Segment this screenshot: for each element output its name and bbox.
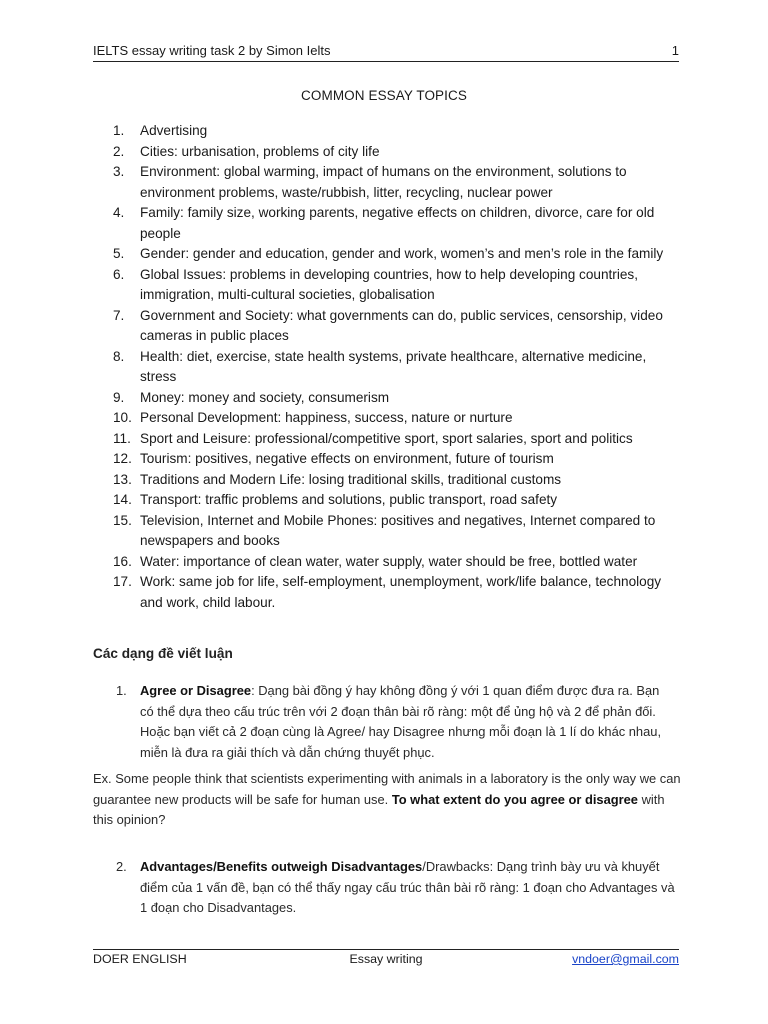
topic-number: 13. — [113, 471, 132, 487]
topic-item — [113, 121, 683, 142]
example-bold-prompt: To what extent do you agree or disagree — [391, 791, 638, 807]
topic-number: 9. — [113, 389, 125, 405]
topic-text: Traditions and Modern Life: losing traditional skills, traditional customs — [140, 471, 562, 487]
topic-number: 12. — [113, 451, 132, 466]
topic-text: Family: family size, working parents, negative effects on children, divorce, care for old people — [140, 205, 655, 241]
topic-text: Transport: traffic problems and solutions, public transport, road safety — [140, 492, 558, 507]
topic-text: Money: money and society, consumerism — [140, 389, 390, 405]
topic-item — [113, 408, 683, 429]
topic-item — [113, 511, 683, 552]
topic-number: 15. — [113, 512, 132, 528]
essay-type-text — [140, 857, 676, 919]
section-heading: Các dạng đề viết luận — [93, 646, 233, 661]
topic-item — [113, 306, 683, 347]
essay-type-description: /Drawbacks: Dạng trình bày ưu và khuyết điểm của 1 vấn đề, bạn có thể thấy ngay cấu trúc thân bài rõ ràng: 1 đoạn cho Advantages và 1 đoạn cho Disadvantages. — [140, 859, 675, 916]
essay-type-description: : Dạng bài đồng ý hay không đồng ý với 1 quan điểm được đưa ra. Bạn có thể dựa theo cấu trúc trên với 2 đoạn thân bài rõ ràng: một để ủng hộ và 2 để phản đối. Hoặc bạn viết cả 2 đoạn cùng là Agree/ hay Disagree nhưng mỗi đoạn là 1 lí do khác nhau, miễn là đưa ra giải thích và dẫn chứng thuyết phục. — [140, 683, 662, 760]
topic-text: Government and Society: what governments can do, public services, censorship, video cameras in public places — [140, 307, 663, 343]
topic-number: 14. — [113, 492, 132, 507]
topic-item — [113, 490, 683, 511]
essay-type-number: 1. — [116, 683, 127, 698]
topic-number: 8. — [113, 348, 125, 364]
topic-item — [113, 470, 683, 491]
topic-number: 1. — [113, 123, 125, 138]
topic-text: Advertising — [140, 123, 208, 138]
page-footer — [93, 949, 679, 967]
topic-number: 11. — [113, 430, 131, 446]
page-header — [93, 42, 679, 62]
topic-text: Health: diet, exercise, state health systems, private healthcare, alternative medicine, stress — [140, 348, 647, 384]
topic-item — [113, 142, 683, 163]
topic-text: Personal Development: happiness, success, nature or nurture — [140, 410, 513, 425]
topic-text: Television, Internet and Mobile Phones: positives and negatives, Internet compared to newspapers and books — [140, 512, 656, 548]
footer-brand: DOER ENGLISH — [93, 952, 187, 966]
topic-list — [113, 121, 683, 613]
topic-item — [113, 429, 683, 450]
topic-text: Work: same job for life, self-employment, unemployment, work/life balance, technology and work, child labour. — [140, 574, 662, 610]
essay-type-name: Agree or Disagree — [140, 683, 252, 698]
topic-text: Gender: gender and education, gender and work, women’s and men’s role in the family — [140, 246, 664, 261]
footer-email-link[interactable]: vndoer@gmail.com — [572, 952, 679, 966]
example-text: Ex. Some people think that scientists experimenting with animals in a laboratory is the only way we can guarantee new products will be safe for human use. — [93, 771, 681, 807]
topic-number: 2. — [113, 143, 125, 159]
topic-number: 3. — [113, 164, 125, 179]
topic-item — [113, 552, 683, 573]
topic-number: 7. — [113, 307, 125, 323]
topic-text: Sport and Leisure: professional/competitive sport, sport salaries, sport and politics — [140, 430, 633, 446]
topic-number: 4. — [113, 205, 125, 220]
example-end: with this opinion? — [93, 791, 665, 828]
topic-number: 16. — [113, 553, 132, 569]
essay-type-item — [116, 681, 676, 763]
topic-text: Water: importance of clean water, water supply, water should be free, bottled water — [140, 553, 638, 569]
page-title: COMMON ESSAY TOPICS — [301, 88, 467, 103]
topic-text: Cities: urbanisation, problems of city life — [140, 143, 380, 159]
topic-text: Tourism: positives, negative effects on environment, future of tourism — [140, 451, 554, 466]
topic-item — [113, 347, 683, 388]
topic-number: 5. — [113, 246, 125, 261]
topic-item — [113, 203, 683, 244]
footer-center: Essay writing — [349, 952, 423, 966]
topic-item — [113, 449, 683, 470]
topic-number: 10. — [113, 410, 132, 425]
topic-item — [113, 572, 683, 613]
topic-number: 6. — [113, 266, 125, 282]
topic-text: Environment: global warming, impact of humans on the environment, solutions to environment problems, waste/rubbish, litter, recycling, nuclear power — [140, 164, 627, 200]
topic-number: 17. — [113, 574, 132, 589]
example-question — [93, 769, 683, 831]
essay-type-text — [140, 681, 676, 763]
page-number: 1 — [671, 43, 679, 58]
essay-type-name: Advantages/Benefits outweigh Disadvantages — [140, 859, 423, 874]
topic-item — [113, 388, 683, 409]
topic-item — [113, 244, 683, 265]
topic-item — [113, 265, 683, 306]
essay-type-item — [116, 857, 676, 919]
header-title: IELTS essay writing task 2 by Simon Ielts — [93, 43, 331, 58]
essay-type-number: 2. — [116, 859, 127, 874]
topic-item — [113, 162, 683, 203]
topic-text: Global Issues: problems in developing countries, how to help developing countries, immigration, multi-cultural societies, globalisation — [140, 266, 638, 302]
